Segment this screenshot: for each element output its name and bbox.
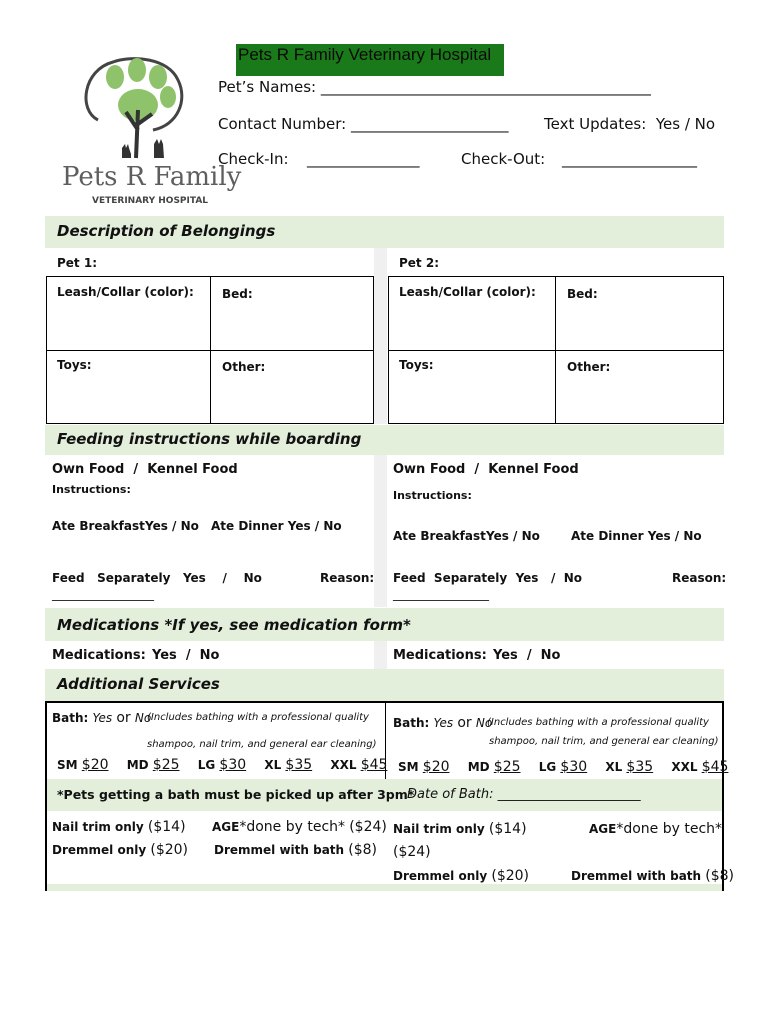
- size-lg-label: LG: [538, 760, 557, 774]
- bath-note-line2: shampoo, nail trim, and general ear cleaning): [489, 736, 719, 747]
- bath-note-line2: shampoo, nail trim, and general ear cleaning): [147, 739, 377, 750]
- dremmel-price: ($20): [491, 868, 530, 884]
- dremmel-bath-price: ($8): [348, 842, 378, 858]
- size-xxl-price: $45: [701, 759, 729, 775]
- pet1-other-field[interactable]: Other:: [222, 360, 266, 374]
- bath-note-line1: (Includes bathing with a professional quality: [147, 712, 369, 723]
- pet2-age-price: [393, 844, 431, 860]
- dremmel-label: Dremmel only: [52, 843, 147, 857]
- pet1-bed-field[interactable]: Bed:: [222, 287, 253, 301]
- pet2-medications-choice[interactable]: Yes / No: [493, 648, 561, 663]
- page-title: Pets R Family Veterinary Hospital: [236, 44, 504, 76]
- pet1-feed-separately[interactable]: Feed Separately Yes / No: [52, 571, 262, 585]
- age-label: AGE: [589, 822, 617, 836]
- column-gap: [374, 455, 387, 607]
- logo-subtitle: VETERINARY HOSPITAL: [92, 196, 209, 206]
- pet1-bath-field[interactable]: [52, 710, 151, 726]
- pet2-reason-field[interactable]: ________________: [393, 587, 489, 601]
- pet1-medications-choice[interactable]: Yes / No: [152, 648, 220, 663]
- pet2-dinner-choice[interactable]: Ate Dinner Yes / No: [571, 529, 702, 543]
- pet2-age[interactable]: [589, 821, 722, 837]
- pet2-breakfast-choice[interactable]: Yes / No: [486, 529, 540, 543]
- age-price: ($24): [349, 819, 387, 835]
- pet2-food-choice[interactable]: Own Food / Kennel Food: [393, 462, 579, 477]
- pet1-dremmel[interactable]: [52, 842, 188, 858]
- pet2-bed-field[interactable]: Bed:: [567, 287, 598, 301]
- checkin-label: Check-In:: [218, 150, 289, 168]
- size-xl-price: $35: [285, 757, 313, 773]
- age-note: *done by tech*: [239, 819, 346, 835]
- belongings-heading: Description of Belongings: [57, 222, 276, 240]
- size-sm-label: SM: [57, 758, 78, 772]
- pet2-bath-sizes[interactable]: [398, 759, 728, 775]
- age-label: AGE: [212, 820, 240, 834]
- size-md-label: MD: [467, 760, 490, 774]
- pet2-label: Pet 2:: [399, 256, 439, 270]
- pet1-bath-sizes[interactable]: [57, 757, 387, 773]
- contact-number-field[interactable]: Contact Number: _____________________: [218, 115, 509, 133]
- divider: [388, 350, 724, 351]
- size-lg-price: $30: [560, 759, 588, 775]
- bath-note-line1: (Includes bathing with a professional quality: [487, 717, 709, 728]
- bath-label: Bath:: [52, 711, 89, 725]
- dremmel-bath-price: ($8): [705, 868, 735, 884]
- size-xl-label: XL: [264, 758, 282, 772]
- pet2-toys-field[interactable]: Toys:: [399, 358, 434, 372]
- size-xxl-label: XXL: [671, 760, 698, 774]
- pet2-feed-separately[interactable]: Feed Separately Yes / No: [393, 571, 583, 585]
- checkout-field[interactable]: __________________: [562, 150, 697, 168]
- pet2-leash-field[interactable]: Leash/Collar (color):: [399, 285, 536, 299]
- medications-heading: Medications *If yes, see medication form*: [57, 616, 411, 634]
- bath-label: Bath:: [393, 716, 430, 730]
- size-md-price: $25: [493, 759, 521, 775]
- nail-trim-label: Nail trim only: [393, 822, 485, 836]
- logo-text: Pets R Family: [62, 162, 242, 192]
- checkout-label: Check-Out:: [461, 150, 546, 168]
- age-price: ($24): [393, 844, 431, 860]
- date-of-bath-field[interactable]: Date of Bath: ______________________: [407, 787, 641, 802]
- column-gap: [374, 641, 387, 669]
- bath-or: or: [116, 710, 131, 726]
- divider: [46, 350, 374, 351]
- pet1-toys-field[interactable]: Toys:: [57, 358, 92, 372]
- pet2-nail-trim[interactable]: [393, 821, 527, 837]
- pet2-dremmel-bath[interactable]: [571, 868, 734, 884]
- pet1-instructions[interactable]: Instructions:: [52, 483, 131, 496]
- pet1-leash-field[interactable]: Leash/Collar (color):: [57, 285, 194, 299]
- size-xl-label: XL: [605, 760, 623, 774]
- pet2-other-field[interactable]: Other:: [567, 360, 611, 374]
- dremmel-price: ($20): [150, 842, 189, 858]
- pet1-dremmel-bath[interactable]: [214, 842, 377, 858]
- pet1-reason-label: Reason:: [320, 571, 375, 585]
- pet1-food-choice[interactable]: Own Food / Kennel Food: [52, 462, 238, 477]
- bath-no: No: [134, 711, 152, 725]
- feeding-heading: Feeding instructions while boarding: [57, 430, 362, 448]
- nail-trim-price: ($14): [147, 819, 186, 835]
- pet2-dremmel[interactable]: [393, 868, 529, 884]
- nail-trim-price: ($14): [488, 821, 527, 837]
- pet2-breakfast-label: Ate Breakfast: [393, 529, 486, 543]
- dremmel-label: Dremmel only: [393, 869, 488, 883]
- pet2-medications-label: Medications:: [393, 648, 487, 663]
- logo: [58, 50, 242, 210]
- pet1-reason-field[interactable]: _________________: [52, 587, 154, 601]
- bottom-band: [47, 884, 722, 891]
- pet2-reason-label: Reason:: [672, 571, 727, 585]
- checkin-field[interactable]: _______________: [307, 150, 420, 168]
- pets-names-field[interactable]: Pet’s Names: ____________________________________________: [218, 78, 651, 96]
- size-md-label: MD: [126, 758, 149, 772]
- text-updates-field[interactable]: Text Updates: Yes / No: [544, 115, 716, 133]
- column-gap: [374, 248, 387, 424]
- pet1-age[interactable]: [212, 819, 387, 835]
- age-note: *done by tech*: [616, 821, 723, 837]
- size-lg-label: LG: [197, 758, 216, 772]
- size-xl-price: $35: [626, 759, 654, 775]
- dremmel-bath-label: Dremmel with bath: [214, 843, 345, 857]
- pet1-breakfast-label: Ate Breakfast: [52, 519, 145, 533]
- pet1-dinner-choice[interactable]: Ate Dinner Yes / No: [211, 519, 342, 533]
- paw-tree-icon: [58, 50, 218, 160]
- pet1-label: Pet 1:: [57, 256, 97, 270]
- pet2-instructions[interactable]: Instructions:: [393, 489, 472, 502]
- pet1-medications-label: Medications:: [52, 648, 146, 663]
- dremmel-bath-label: Dremmel with bath: [571, 869, 702, 883]
- services-heading: Additional Services: [57, 675, 220, 693]
- size-sm-price: $20: [422, 759, 450, 775]
- size-xxl-label: XXL: [330, 758, 357, 772]
- pickup-note: *Pets getting a bath must be picked up after 3pm*: [57, 787, 415, 802]
- size-md-price: $25: [152, 757, 180, 773]
- bath-yes: Yes: [433, 716, 454, 730]
- bath-no: No: [475, 716, 493, 730]
- pet1-breakfast-choice[interactable]: Yes / No: [145, 519, 199, 533]
- size-xxl-price: $45: [360, 757, 388, 773]
- bath-or: or: [457, 715, 472, 731]
- size-sm-label: SM: [398, 760, 419, 774]
- nail-trim-label: Nail trim only: [52, 820, 144, 834]
- pet2-bath-field[interactable]: [393, 715, 492, 731]
- size-sm-price: $20: [81, 757, 109, 773]
- bath-yes: Yes: [92, 711, 113, 725]
- size-lg-price: $30: [219, 757, 247, 773]
- pet1-nail-trim[interactable]: [52, 819, 186, 835]
